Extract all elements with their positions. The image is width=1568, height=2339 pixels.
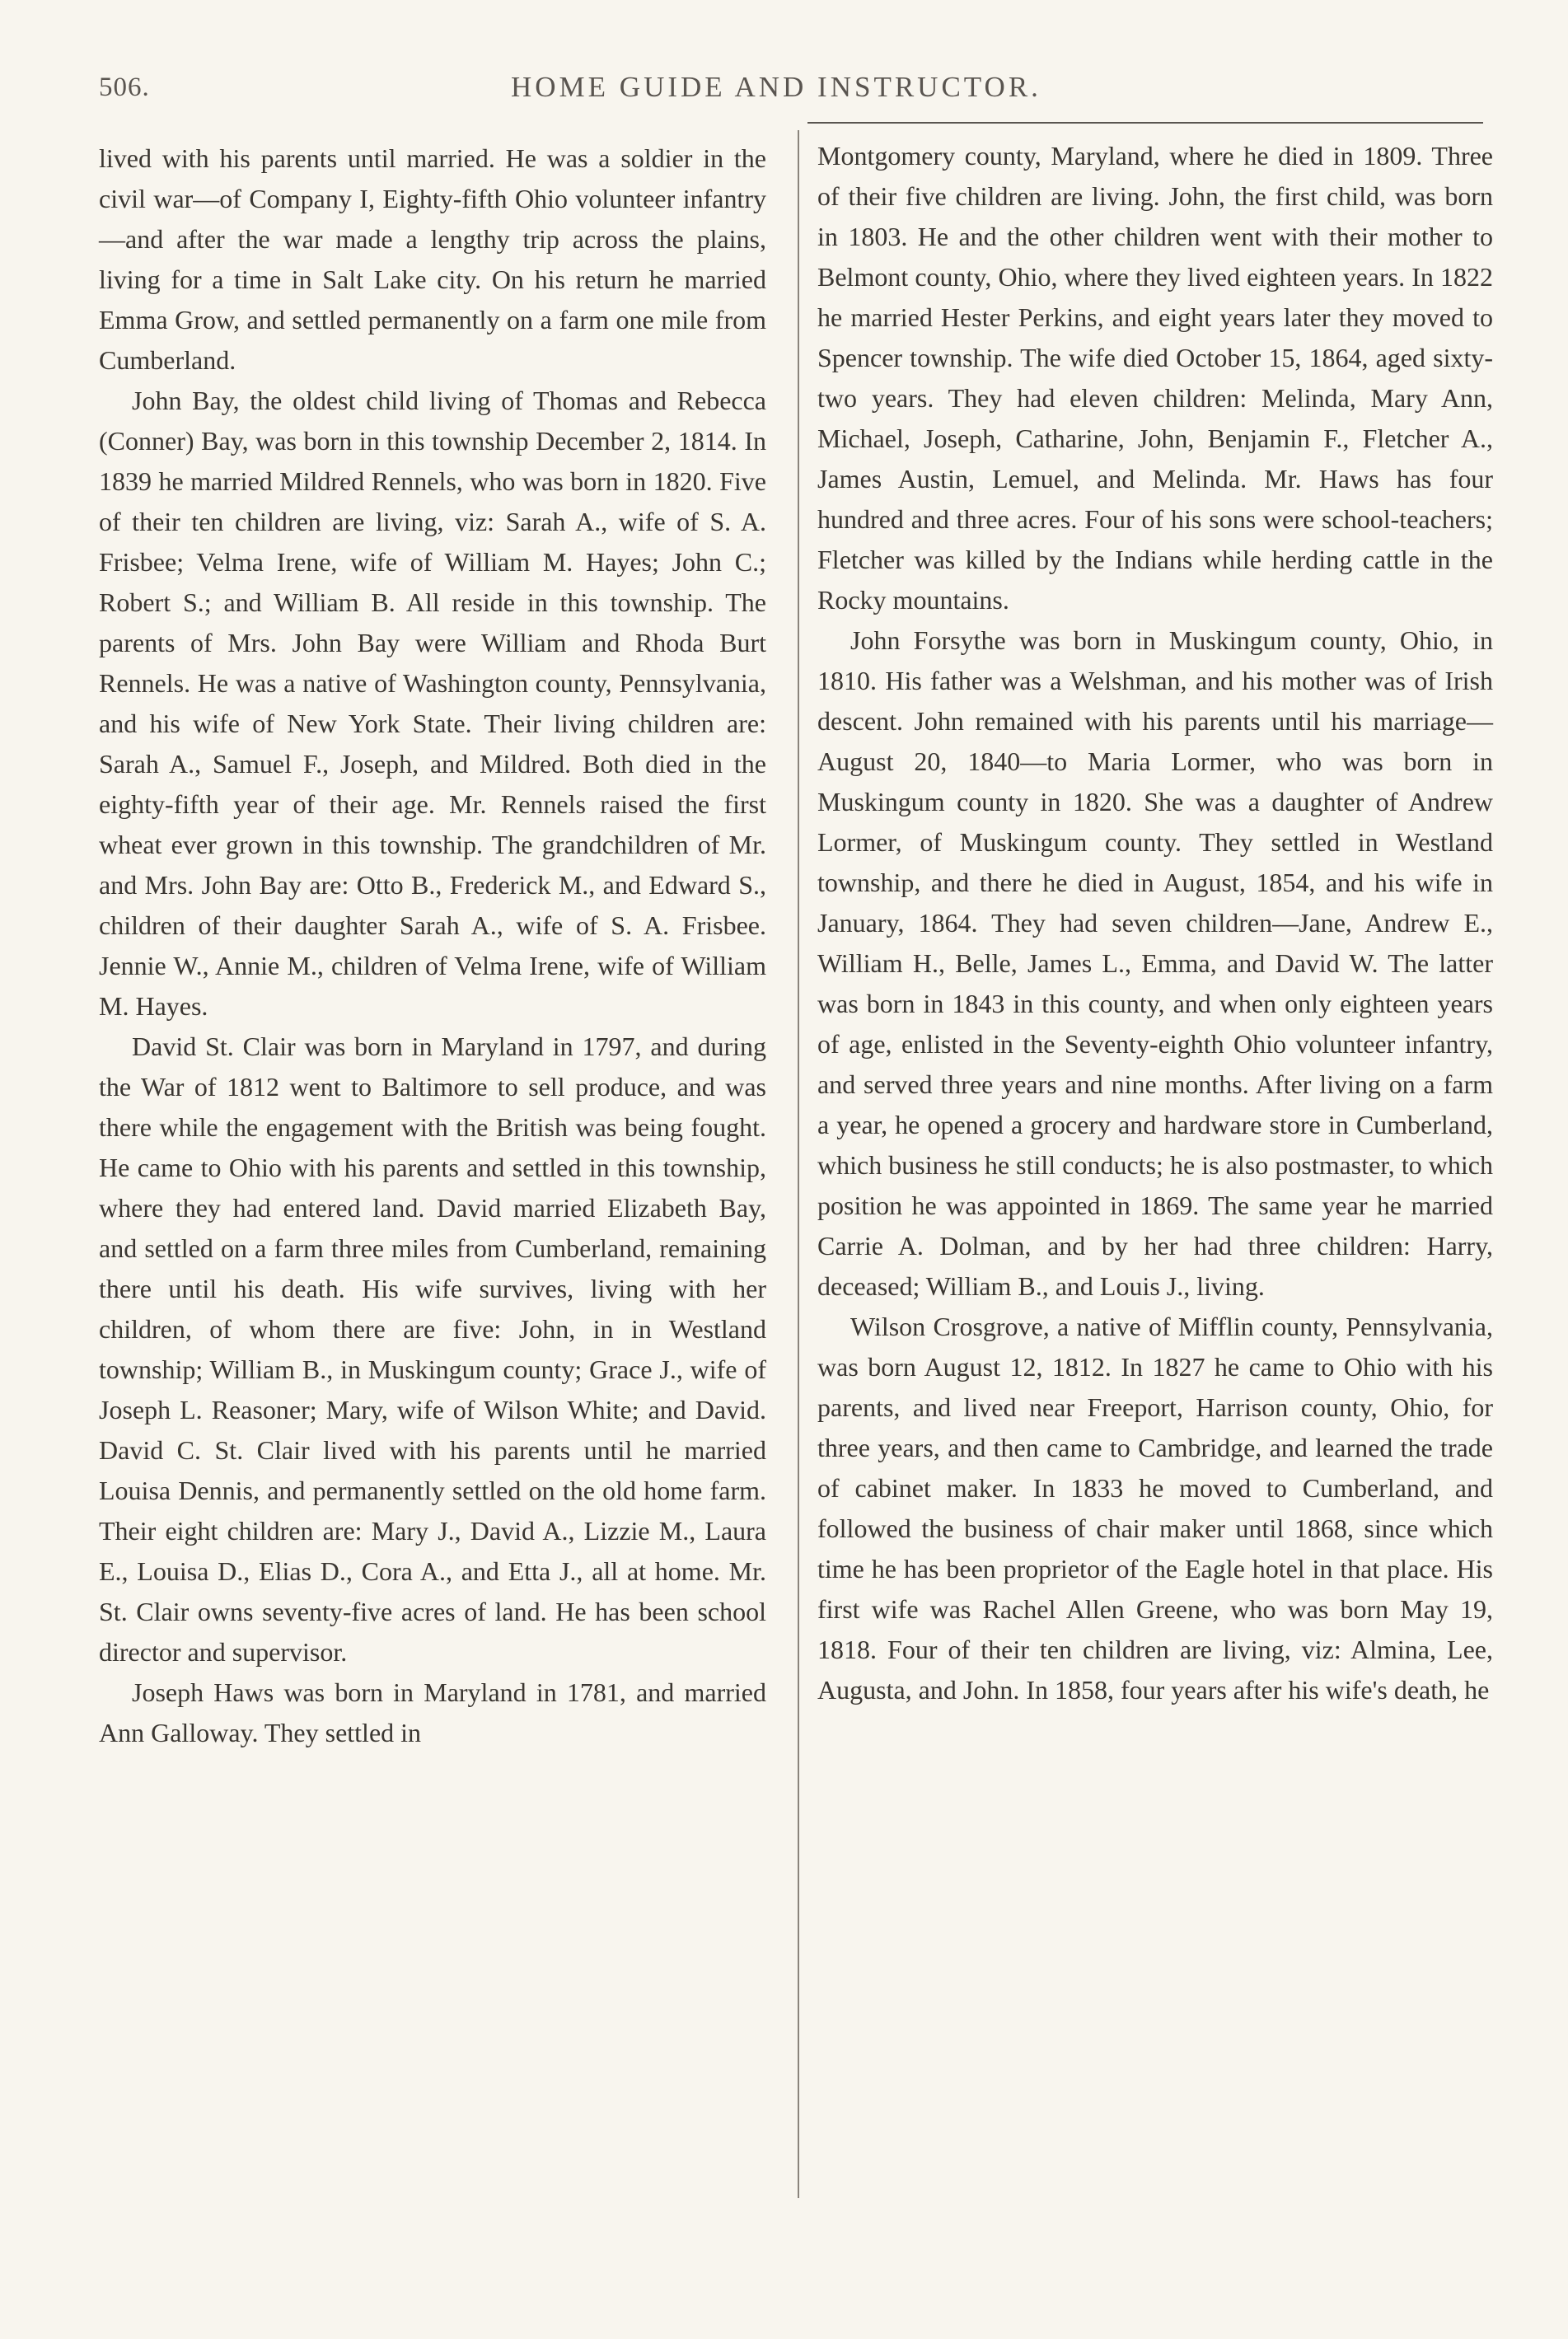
paragraph-joseph-haws: Joseph Haws was born in Maryland in 1781, and married Ann Galloway. They settled in: [99, 1677, 766, 1747]
column-divider: [798, 130, 799, 2198]
paragraph-continued: lived with his parents until married. He was a soldier in the civil war—of Company I, Eighty-fifth Ohio volunteer infantry—and after the war made a lengthy trip across the plains, living for a time in Salt Lake city. On his return he married Emma Grow, and settled permanently on a farm one mile from Cumberland.: [99, 143, 766, 375]
paragraph-john-bay: John Bay, the oldest child living of Thomas and Rebecca (Conner) Bay, was born in this township December 2, 1814. In 1839 he married Mildred Rennels, who was born in 1820. Five of their ten children are living, viz: Sarah A., wife of S. A. Frisbee; Velma Irene, wife of William M. Hayes; John C.; Robert S.; and William B. All reside in this township. The parents of Mrs. John Bay were William and Rhoda Burt Rennels. He was a native of Washington county, Pennsylvania, and his wife of New York State. Their living children are: Sarah A., Samuel F., Joseph, and Mildred. Both died in the eighty-fifth year of their age. Mr. Rennels raised the first wheat ever grown in this township. The grandchildren of Mr. and Mrs. John Bay are: Otto B., Frederick M., and Edward S., children of their daughter Sarah A., wife of S. A. Frisbee. Jennie W., Annie M., children of Velma Irene, wife of William M. Hayes.: [99, 386, 766, 1021]
left-column: [99, 138, 766, 1753]
paragraph-david-st-clair: David St. Clair was born in Maryland in 1797, and during the War of 1812 went to Baltimore to sell produce, and was there while the engagement with the British was being fought. He came to Ohio with his parents and settled in this township, where they had entered land. David married Elizabeth Bay, and settled on a farm three miles from Cumberland, remaining there until his death. His wife survives, living with her children, of whom there are five: John, in in Westland township; William B., in Muskingum county; Grace J., wife of Joseph L. Reasoner; Mary, wife of Wilson White; and David. David C. St. Clair lived with his parents until he married Louisa Dennis, and permanently settled on the old home farm. Their eight children are: Mary J., David A., Lizzie M., Laura E., Louisa D., Elias D., Cora A., and Etta J., all at home. Mr. St. Clair owns seventy-five acres of land. He has been school director and supervisor.: [99, 1031, 766, 1667]
paragraph-haws-continued: Montgomery county, Maryland, where he died in 1809. Three of their five children are living. John, the first child, was born in 1803. He and the other children went with their mother to Belmont county, Ohio, where they lived eighteen years. In 1822 he married Hester Perkins, and eight years later they moved to Spencer township. The wife died October 15, 1864, aged sixty-two years. They had eleven children: Melinda, Mary Ann, Michael, Joseph, Catharine, John, Benjamin F., Fletcher A., James Austin, Lemuel, and Melinda. Mr. Haws has four hundred and three acres. Four of his sons were school-teachers; Fletcher was killed by the Indians while herding cattle in the Rocky mountains.: [817, 141, 1493, 615]
right-column: [817, 136, 1493, 1710]
page-number: 506.: [99, 73, 150, 102]
running-head: HOME GUIDE AND INSTRUCTOR.: [511, 71, 1041, 103]
paragraph-wilson-crosgrove: Wilson Crosgrove, a native of Mifflin county, Pennsylvania, was born August 12, 1812. In 1827 he came to Ohio with his parents, and lived near Freeport, Harrison county, Ohio, for three years, and then came to Cambridge, and learned the trade of cabinet maker. In 1833 he moved to Cumberland, and followed the business of chair maker until 1868, since which time he has been proprietor of the Eagle hotel in that place. His first wife was Rachel Allen Greene, who was born May 19, 1818. Four of their ten children are living, viz: Almina, Lee, Augusta, and John. In 1858, four years after his wife's death, he: [817, 1312, 1493, 1705]
paragraph-john-forsythe: John Forsythe was born in Muskingum county, Ohio, in 1810. His father was a Welshman, and his mother was of Irish descent. John remained with his parents until his marriage—August 20, 1840—to Maria Lormer, who was born in Muskingum county in 1820. She was a daughter of Andrew Lormer, of Muskingum county. They settled in Westland township, and there he died in August, 1854, and his wife in January, 1864. They had seven children—Jane, Andrew E., William H., Belle, James L., Emma, and David W. The latter was born in 1843 in this county, and when only eighteen years of age, enlisted in the Seventy-eighth Ohio volunteer infantry, and served three years and nine months. After living on a farm a year, he opened a grocery and hardware store in Cumberland, which business he still conducts; he is also postmaster, to which position he was appointed in 1869. The same year he married Carrie A. Dolman, and by her had three children: Harry, deceased; William B., and Louis J., living.: [817, 625, 1493, 1301]
header-rule: [807, 122, 1483, 124]
